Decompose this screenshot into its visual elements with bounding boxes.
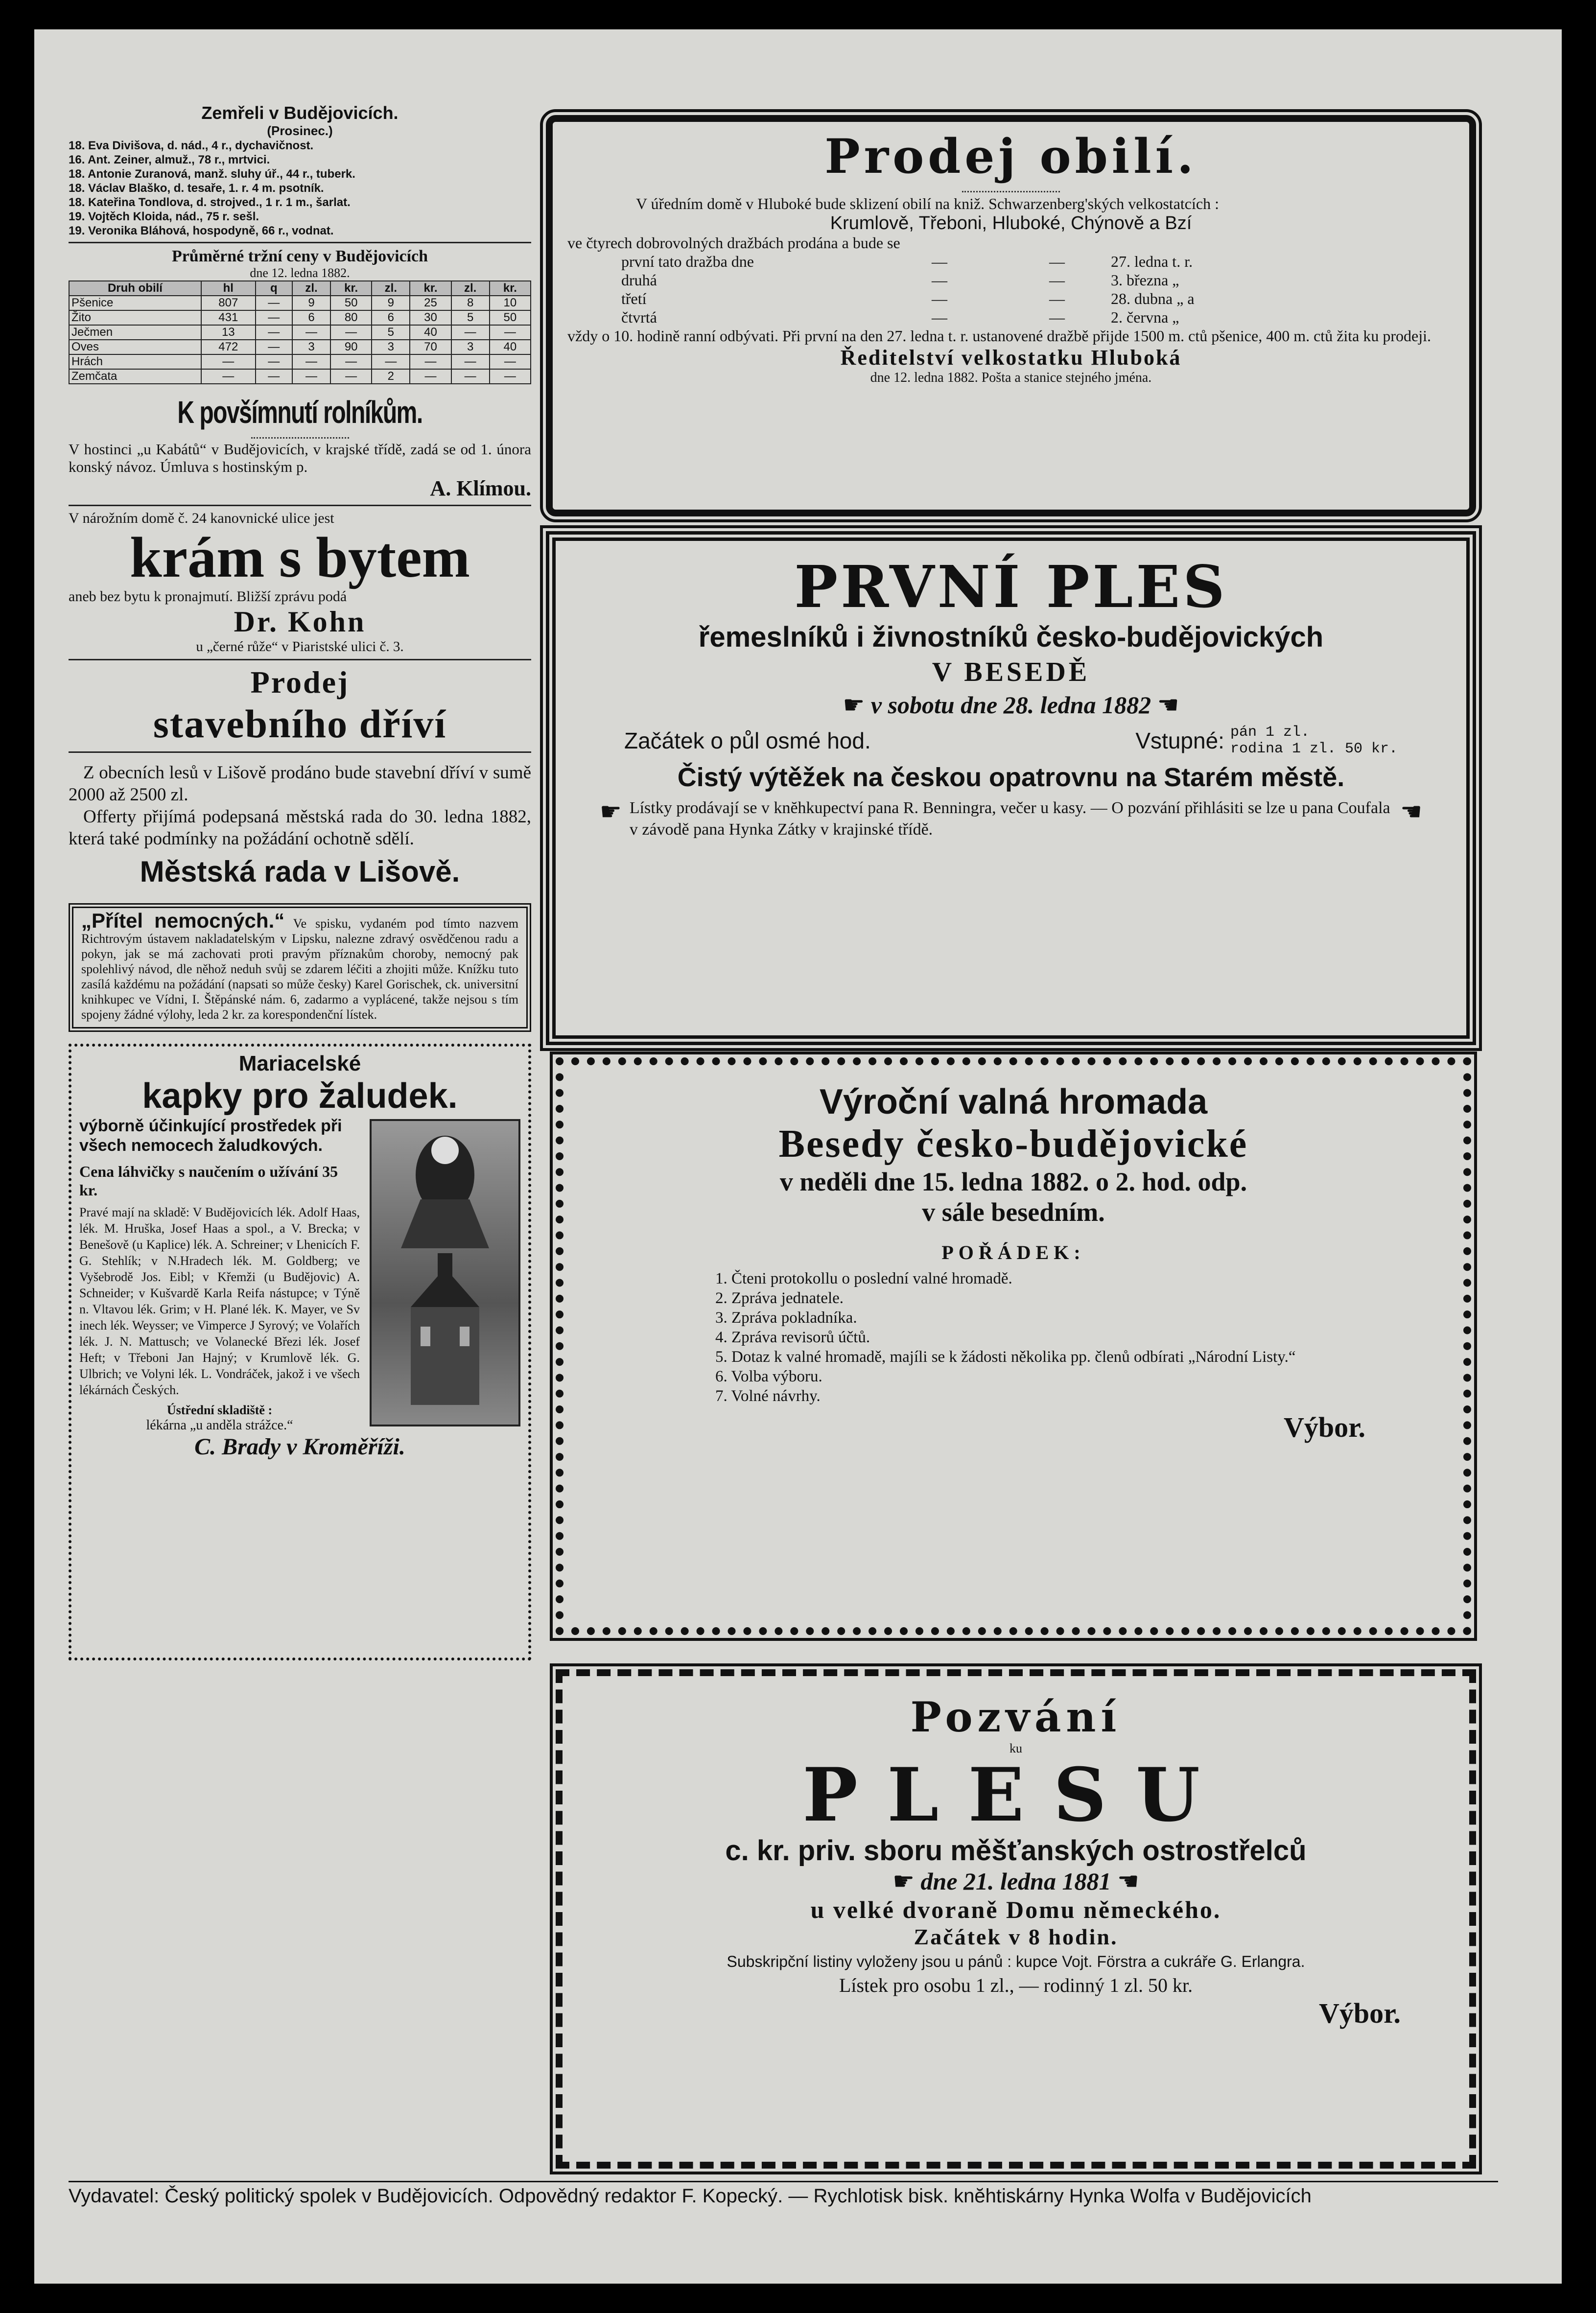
wavy-divider: [251, 432, 349, 439]
meeting-where: v sále besedním.: [922, 1197, 1105, 1227]
pointing-hand-right-icon: ☛: [843, 691, 865, 719]
death-entry: 19. Veronika Bláhová, hospodyně, 66 r., vodnat.: [69, 224, 334, 237]
ball2-lists: Subskripční listiny vyloženy jsou u pánů : kupce Vojt. Förstra a cukráře G. Erlangra.: [727, 1953, 1305, 1970]
annual-meeting-ad: [556, 1057, 1471, 1635]
grain-sale-ad: [546, 115, 1476, 516]
death-entry: 18. Antonie Zuranová, manž. sluhy úř., 44 r., tuberk.: [69, 167, 355, 181]
wood-text-1: Z obecních lesů v Lišově prodáno bude stavební dříví v sumě 2000 až 2500 zl.: [69, 763, 531, 805]
shop-address: u „černé růže“ v Piaristské ulici č. 3.: [196, 639, 404, 654]
grain-title: Prodej obilí.: [824, 129, 1197, 184]
agenda-title: POŘÁDEK:: [941, 1241, 1085, 1263]
grain-text-3: vždy o 10. hodině ranní odbývati. Při první na den 27. ledna t. r. ustanovené dražbě přijde 1500 m. ctů pšenice, 400 m. ctů žita ku prodeji.: [567, 327, 1432, 345]
death-entry: 18. Eva Divišova, d. nád., 4 r., dychavičnost.: [69, 139, 314, 152]
grain-date: dne 12. ledna 1882. Pošta a stanice stejného jména.: [870, 370, 1152, 385]
wood-title-2: stavebního dříví: [153, 701, 447, 746]
ball2-venue: u velké dvoraně Domu německého.: [810, 1896, 1221, 1923]
wavy-divider: [962, 186, 1060, 192]
column-header: zl.: [292, 281, 330, 296]
ball1-proceeds: Čistý výtěžek na českou opatrovnu na Starém městě.: [677, 763, 1345, 792]
auction-row: druhá — — 3. března „: [621, 271, 1179, 289]
shop-name: Dr. Kohn: [234, 606, 366, 638]
shop-intro: V nárožním domě č. 24 kanovnické ulice jest: [69, 510, 334, 526]
column-header: q: [256, 281, 292, 296]
agenda-item: 6. Volba výboru.: [715, 1368, 822, 1385]
ball2-signature: Výbor.: [1318, 1997, 1401, 2029]
auction-row: čtvrtá — — 2. června „: [621, 308, 1179, 326]
column-header: kr.: [330, 281, 372, 296]
grain-text-2: ve čtyrech dobrovolných dražbách prodána a bude se: [567, 234, 900, 252]
ball2-org: c. kr. priv. sboru měšťanských ostrostřelců: [725, 1835, 1307, 1867]
ball1-entry-label: Vstupné:: [1135, 728, 1224, 753]
death-entry: 18. Kateřina Tondlova, d. strojved., 1 r. 1 m., šarlat.: [69, 196, 351, 209]
agenda-item: 1. Čteni protokollu o poslední valné hromadě.: [715, 1270, 1012, 1287]
agenda-item: 2. Zpráva jednatele.: [715, 1289, 844, 1307]
farmers-title: K povšímnutí rolníkům.: [177, 395, 422, 430]
deaths-notice: [69, 103, 531, 238]
agenda-item: 5. Dotaz k valné hromadě, majíli se k žádosti několika pp. členů odbírati „Národní Listy.“: [715, 1348, 1296, 1366]
table-row: Ječmen 13 — — — 5 40 — —: [69, 325, 531, 340]
grain-signature: Ředitelství velkostatku Hluboká: [840, 346, 1182, 370]
grain-places: Krumlově, Třeboni, Hluboké, Chýnově a Bzí: [830, 213, 1192, 234]
pointing-hand-left-icon: ☚: [1117, 1867, 1139, 1895]
first-ball-ad: [546, 531, 1476, 1045]
meeting-title-1: Výroční valná hromada: [819, 1082, 1208, 1121]
prices-table: [69, 280, 531, 384]
agenda-list: [578, 1269, 1449, 1406]
wood-text-2: Offerty přijímá podepsaná městská rada do 30. ledna 1882, která také podmínky na požádání ochotně sdělí.: [69, 807, 531, 849]
ball1-date-line: [570, 691, 1452, 719]
ball2-start: Začátek v 8 hodin.: [914, 1924, 1118, 1949]
ball1-date: v sobotu dne 28. ledna 1882: [870, 691, 1151, 719]
drops-text-1: výborně účinkující prostředek při všech nemocech žaludkových.: [79, 1117, 342, 1155]
meeting-signature: Výbor.: [1283, 1411, 1365, 1443]
prices-title: Průměrné tržní ceny v Budějovicích: [171, 247, 428, 265]
divider: [69, 659, 531, 660]
friend-of-sick-ad: [69, 903, 531, 1032]
auction-row: třetí — — 28. dubna „ a: [621, 290, 1195, 307]
madonna-image: [370, 1119, 520, 1426]
market-prices: [69, 247, 531, 384]
ball2-ples: PLESU: [802, 1752, 1229, 1838]
shop-notice: [69, 510, 531, 655]
ball2-date: dne 21. ledna 1881: [920, 1868, 1111, 1895]
divider: [69, 751, 531, 753]
deaths-month: (Prosinec.): [267, 123, 333, 138]
death-entry: 18. Václav Blaško, d. tesaře, 1. r. 4 m. psotník.: [69, 182, 324, 195]
ball1-venue: V BESEDĚ: [932, 657, 1090, 687]
left-column: [69, 103, 531, 1660]
wood-title-1: Prodej: [250, 665, 350, 700]
ball2-title: Pozvání: [910, 1693, 1122, 1741]
ball2-price: Lístek pro osobu 1 zl., — rodinný 1 zl. 50 kr.: [839, 1974, 1193, 1996]
divider: [69, 242, 531, 243]
ball1-title: PRVNÍ PLES: [794, 553, 1228, 621]
ball1-start: Začátek o půl osmé hod.: [624, 728, 871, 753]
divider: [69, 505, 531, 506]
table-row: Hrách — — — — — — — —: [69, 354, 531, 369]
table-row: Pšenice 807 — 9 50 9 25 8 10: [69, 296, 531, 310]
table-row: Oves 472 — 3 90 3 70 3 40: [69, 340, 531, 354]
deaths-title: Zemřeli v Budějovicích.: [201, 103, 399, 123]
imprint-footer: Vydavatel: Český politický spolek v Budějovicích. Odpovědný redaktor F. Kopecký. — Rychlotisk bisk. knĕhtiskárny Hynka Wolfa v Budějovicích: [69, 2181, 1498, 2207]
wood-signature: Městská rada v Lišově.: [140, 855, 460, 888]
ball1-entry-1: pán 1 zl.: [1230, 724, 1310, 741]
death-entry: 19. Vojtěch Kloida, nád., 75 r. sešl.: [69, 210, 259, 223]
column-header: hl: [201, 281, 256, 296]
drops-central: Ústřední skladiště :: [166, 1403, 273, 1417]
column-header: kr.: [490, 281, 531, 296]
agenda-item: 3. Zpráva pokladníka.: [715, 1309, 857, 1327]
drops-pharmacy: lékárna „u anděla strážce.“: [146, 1418, 293, 1433]
ball1-subtitle: řemeslníků i živnostníků česko-budějovických: [698, 621, 1324, 653]
pointing-hand-left-icon: ☚: [1157, 691, 1179, 719]
table-header-row: [69, 281, 531, 296]
wood-sale-notice: [69, 664, 531, 888]
drops-title-2: kapky pro žaludek.: [142, 1076, 458, 1116]
drops-city: C. Brady v Kroměříži.: [194, 1434, 405, 1460]
meeting-when: v neděli dne 15. ledna 1882. o 2. hod. odp.: [779, 1167, 1247, 1196]
drops-price: Cena láhvičky s naučením o užívání 35 kr.: [79, 1163, 338, 1199]
column-header: Druh obilí: [69, 281, 201, 296]
grain-text-1: V úředním domě v Hluboké bude sklizení obilí na kniž. Schwarzenberg'ských velkostatcích :: [636, 195, 1219, 212]
shop-title: krám s bytem: [130, 525, 470, 589]
drops-title-1: Mariacelské: [238, 1051, 361, 1075]
drops-stock: Pravé mají na skladě: V Budějovicích lék. Adolf Haas, lék. M. Hruška, Josef Haas a spol., a V. Brecka; v Benešově (u Kaplice) lék. A. Schreiner; v Lhenicích F. G. Stehlík; v N.Hradech lék. M. Goldberg; ve Vyšebrodě Jos. Eibl; v Křemži (u Budějovic) A. Schneider; v Kušvardě Karla Reifa nástupce; v Týně n. Vltavou lék. Grim; v H. Plané lék. K. Mayer, ve Sv inech lék. Weysser; ve Vimperce J Syrový; ve Volařích lék. J. N. Mattusch; ve Volanecké Březi lék. Josef Heft; v Třeboni Jan Hajný; v Krumlově lék. G. Ulbrich; ve Volyni lék. L. Vondráček, jakož i ve všech lékárnách Českých.: [79, 1205, 360, 1397]
mariazell-drops-ad: [69, 1044, 531, 1660]
friend-title: „Přítel nemocných.“: [81, 909, 285, 932]
meeting-title-2: Besedy česko-budějovické: [778, 1122, 1248, 1166]
table-row: Žito 431 — 6 80 6 30 5 50: [69, 310, 531, 325]
madonna-church-illustration: [372, 1121, 518, 1425]
column-header: zl.: [372, 281, 410, 296]
pointing-hand-right-icon: ☛: [600, 797, 622, 826]
prices-date: dne 12. ledna 1882.: [250, 266, 350, 280]
farmers-notice: [69, 394, 531, 501]
table-row: Zemčata — — — — 2 — — —: [69, 369, 531, 384]
ball1-tickets: [570, 797, 1452, 841]
auction-dates: [567, 252, 1455, 327]
shop-text: aneb bez bytu k pronajmutí. Bližší zprávu podá: [69, 588, 347, 605]
agenda-item: 4. Zpráva revisorů účtů.: [715, 1329, 870, 1346]
ball1-entry-2: rodina 1 zl. 50 kr.: [1230, 741, 1398, 757]
ball1-tickets-text: Lístky prodávají se v knĕhkupectví pana R. Benningra, večer u kasy. — O pozvání přihlásiti se lze u pana Coufala v závodě pana Hynka Zátky v krajinské třídě.: [629, 799, 1390, 839]
death-entry: 16. Ant. Zeiner, almuž., 78 r., mrtvici.: [69, 153, 270, 166]
ball2-date-line: [577, 1867, 1455, 1895]
column-header: kr.: [410, 281, 451, 296]
farmers-signature: A. Klímou.: [430, 476, 531, 500]
friend-text: Ve spisku, vydaném pod tímto nazvem Richtrovým ústavem nakladatelským v Lipsku, nalezne zdravý osvědčenou radu a pokyn, jak se má zachovati proti pravým příznakům choroby, nemocný pak spolehlivý návod, dle něhož neduh svůj se zdarem léčiti a zhojiti může. Knížku tuto zasílá každému na požádání (napsati so může česky) Karel Gorischek, ck. universitní knihkupec ve Vídni, I. Štěpánské nám. 6, zadarmo a vyplácené, takže nejsou s tím spojeny žádné výlohy, leda 2 kr. za korespondenční lístek.: [81, 916, 519, 1022]
auction-row: první tato dražba dne — — 27. ledna t. r.: [621, 253, 1193, 270]
riflemen-ball-ad: [556, 1669, 1476, 2169]
pointing-hand-right-icon: ☛: [892, 1867, 915, 1895]
ball2-ku: ku: [1009, 1741, 1022, 1755]
agenda-item: 7. Volné návrhy.: [715, 1387, 821, 1405]
column-header: zl.: [451, 281, 490, 296]
ball1-start-entry: [570, 724, 1452, 757]
farmers-text: V hostinci „u Kabátů“ v Budějovicích, v krajské třídě, zadá se od 1. února konský návoz. Úmluva s hostinským p.: [69, 441, 531, 475]
pointing-hand-left-icon: ☚: [1400, 797, 1422, 826]
